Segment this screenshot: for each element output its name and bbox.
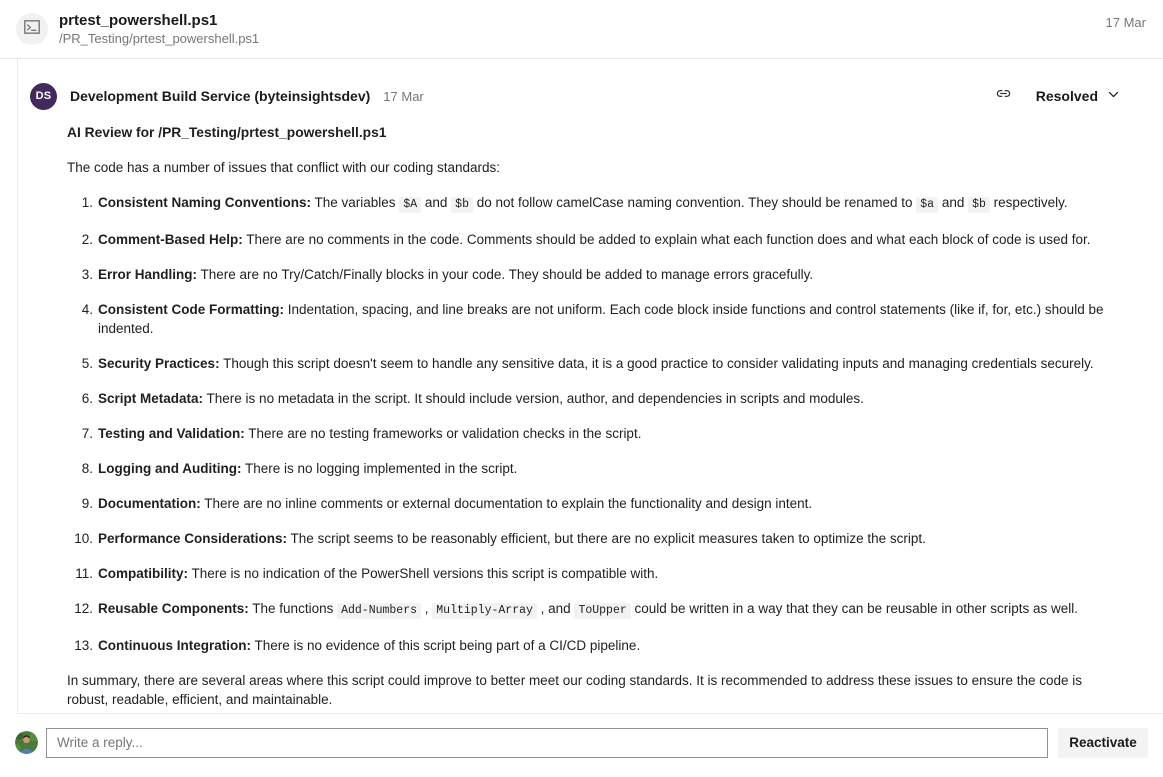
list-item-number: 2. <box>81 232 93 247</box>
copy-link-button[interactable] <box>990 82 1018 110</box>
list-item-title: Consistent Code Formatting: <box>98 302 284 317</box>
list-item <box>67 564 1123 583</box>
list-item <box>67 265 1123 284</box>
inline-code: Add-Numbers <box>337 603 421 619</box>
list-item-text <box>98 424 1123 443</box>
list-item-text <box>98 389 1123 408</box>
list-item-number: 5. <box>81 356 93 371</box>
list-item <box>67 459 1123 478</box>
status-badge: Resolved <box>1035 88 1098 104</box>
file-icon-circle <box>16 13 48 45</box>
list-item-title: Consistent Naming Conventions: <box>98 195 312 210</box>
reply-input[interactable] <box>46 728 1048 758</box>
list-item-title: Performance Considerations: <box>98 531 288 546</box>
reactivate-button[interactable]: Reactivate <box>1058 728 1148 758</box>
list-item <box>67 193 1123 214</box>
list-item-number: 12. <box>74 601 93 616</box>
list-item-title: Reusable Components: <box>98 601 249 616</box>
list-item-number: 10. <box>74 531 93 546</box>
file-title[interactable]: prtest_powershell.ps1 <box>59 11 218 29</box>
comment-header <box>30 82 1163 110</box>
text-segment: , <box>421 601 433 616</box>
file-header <box>0 0 1163 59</box>
list-item-title: Comment-Based Help: <box>98 232 243 247</box>
comment-body <box>67 123 1123 709</box>
list-item-title: Error Handling: <box>98 267 198 282</box>
comment-date: 17 Mar <box>383 88 424 104</box>
text-segment: There are no testing frameworks or validation checks in the script. <box>244 426 642 441</box>
list-item-text <box>98 529 1123 548</box>
list-item <box>67 230 1123 249</box>
comment-author: Development Build Service (byteinsightsdev) <box>70 88 371 104</box>
list-item <box>67 599 1123 620</box>
list-item-title: Documentation: <box>98 496 201 511</box>
list-item-number: 8. <box>81 461 93 476</box>
list-item-text <box>98 494 1123 513</box>
list-item-number: 4. <box>81 302 93 317</box>
inline-code: ToUpper <box>574 603 630 619</box>
list-item-number: 9. <box>81 496 93 511</box>
inline-code: $A <box>399 197 421 213</box>
text-segment: do not follow camelCase naming convention. They should be renamed to <box>472 195 917 210</box>
text-segment: There is no logging implemented in the script. <box>241 461 518 476</box>
text-segment: There are no inline comments or external documentation to explain the functionality and design intent. <box>200 496 813 511</box>
list-item-title: Compatibility: <box>98 566 188 581</box>
text-segment: There is no metadata in the script. It should include version, author, and dependencies in scripts and modules. <box>203 391 864 406</box>
list-item-title: Security Practices: <box>98 356 220 371</box>
review-intro: The code has a number of issues that conflict with our coding standards: <box>67 160 500 175</box>
list-item-number: 3. <box>81 267 93 282</box>
review-summary: In summary, there are several areas where this script could improve to better meet our coding standards. It is recommended to address these issues to ensure the code is robust, readable, efficient, and maintainable. <box>67 673 1082 707</box>
text-segment: , and <box>536 601 575 616</box>
list-item-number: 11. <box>75 566 93 581</box>
list-item <box>67 389 1123 408</box>
list-item <box>67 424 1123 443</box>
text-segment: and <box>421 195 452 210</box>
text-segment: There is no indication of the PowerShell versions this script is compatible with. <box>188 566 659 581</box>
list-item-number: 6. <box>81 391 93 406</box>
list-item <box>67 529 1123 548</box>
list-item <box>67 494 1123 513</box>
list-item-text <box>98 354 1123 373</box>
text-segment: There are no Try/Catch/Finally blocks in your code. They should be added to manage errors gracefully. <box>197 267 814 282</box>
inline-code: $a <box>916 197 938 213</box>
list-item-text <box>98 636 1123 655</box>
list-item-title: Continuous Integration: <box>98 638 251 653</box>
comment-avatar: DS <box>30 83 57 110</box>
review-heading: AI Review for /PR_Testing/prtest_powershell.ps1 <box>67 125 387 140</box>
review-list <box>67 193 1123 655</box>
text-segment: respectively. <box>989 195 1068 210</box>
list-item-text <box>98 564 1123 583</box>
text-segment: There are no comments in the code. Comments should be added to explain what each function does and what each block of code is used for. <box>242 232 1091 247</box>
chevron-down-icon <box>1098 86 1120 106</box>
file-header-date: 17 Mar <box>1105 15 1146 30</box>
list-item-title: Script Metadata: <box>98 391 204 406</box>
link-icon <box>995 85 1012 107</box>
inline-code: $b <box>451 197 473 213</box>
text-segment: Though this script doesn't seem to handle any sensitive data, it is a good practice to consider validating inputs and managing credentials securely. <box>219 356 1094 371</box>
list-item-text <box>98 193 1123 214</box>
file-path: /PR_Testing/prtest_powershell.ps1 <box>59 30 260 46</box>
text-segment: The script seems to be reasonably efficient, but there are no explicit measures taken to optimize the script. <box>287 531 926 546</box>
text-segment: The variables <box>311 195 400 210</box>
text-segment: and <box>938 195 969 210</box>
status-dropdown[interactable] <box>1036 86 1120 106</box>
list-item <box>67 300 1123 338</box>
list-item-title: Logging and Auditing: <box>98 461 242 476</box>
list-item-text <box>98 599 1123 620</box>
list-item <box>67 354 1123 373</box>
inline-code: $b <box>968 197 990 213</box>
terminal-icon <box>24 20 40 39</box>
list-item-number: 1. <box>81 195 93 210</box>
text-segment: The functions <box>248 601 338 616</box>
list-item-text <box>98 459 1123 478</box>
text-segment: There is no evidence of this script being part of a CI/CD pipeline. <box>250 638 641 653</box>
text-segment: could be written in a way that they can be reusable in other scripts as well. <box>630 601 1078 616</box>
list-item-text <box>98 300 1123 338</box>
list-item-number: 13. <box>74 638 93 653</box>
text-segment: Indentation, spacing, and line breaks are not uniform. Each code block inside functions and control statements (like if, for, etc.) should be indented. <box>98 302 1104 336</box>
comment-thread <box>17 59 1163 713</box>
list-item <box>67 636 1123 655</box>
inline-code: Multiply-Array <box>432 603 537 619</box>
list-item-text <box>98 230 1123 249</box>
list-item-text <box>98 265 1123 284</box>
user-avatar <box>15 731 38 754</box>
reply-row <box>0 714 1163 777</box>
list-item-number: 7. <box>81 426 93 441</box>
list-item-title: Testing and Validation: <box>98 426 245 441</box>
